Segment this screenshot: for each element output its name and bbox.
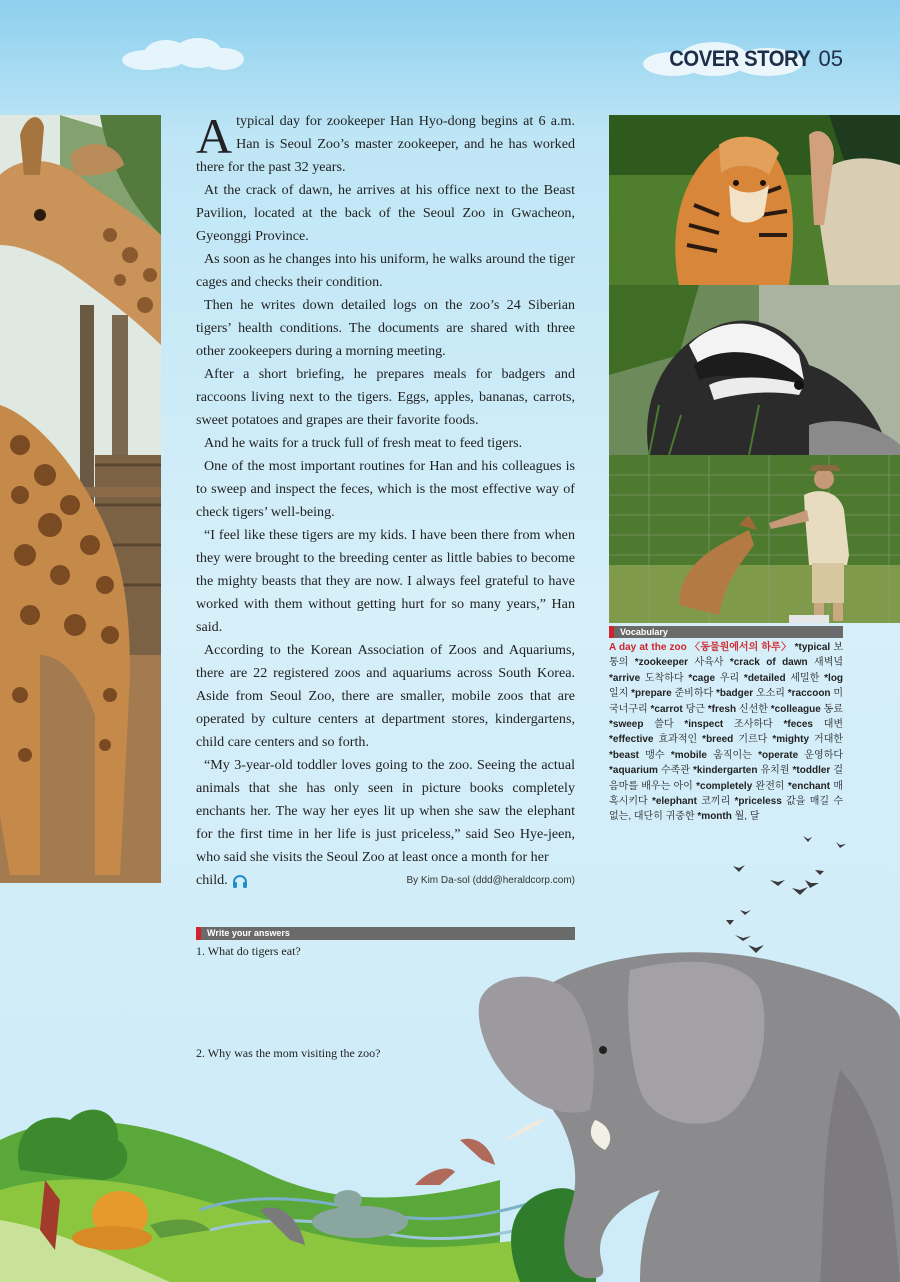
vocab-term: *typical xyxy=(794,642,831,653)
vocab-term: *beast xyxy=(609,749,640,761)
section-header xyxy=(657,44,843,74)
vocab-term: *mighty xyxy=(772,734,810,746)
vocab-term: *arrive xyxy=(609,672,641,684)
vocab-meaning: 효과적인 xyxy=(658,734,698,746)
answers-section xyxy=(196,927,575,1060)
vocab-meaning: 동료 xyxy=(823,703,843,715)
vocab-meaning: 미국너구리 xyxy=(609,688,844,715)
vocabulary-list xyxy=(609,640,843,825)
vocab-term: *enchant xyxy=(787,780,831,792)
vocab-term: *feces xyxy=(783,719,813,731)
vocab-meaning: 걸음마를 배우는 아이 xyxy=(609,765,844,792)
vocab-meaning: 보통의 xyxy=(609,642,844,669)
vocab-term: *crack of dawn xyxy=(729,657,808,669)
article-paragraph: Then he writes down detailed logs on the zoo’s 24 Siberian tigers’ health conditions. The documents are shared with three other zookeepers during a morning meeting. xyxy=(196,297,575,359)
answers-label: Write your answers xyxy=(196,927,575,940)
vocab-meaning: 대변 xyxy=(823,719,844,731)
vocab-meaning: 완전히 xyxy=(755,780,785,792)
vocabulary-box xyxy=(609,626,843,825)
vocab-term: *detailed xyxy=(743,672,786,684)
vocab-meaning: 움직이는 xyxy=(713,749,752,761)
vocab-term: *log xyxy=(824,672,844,684)
vocab-meaning: 도착하다 xyxy=(644,672,684,684)
vocab-term: *aquarium xyxy=(609,765,658,777)
article-paragraph: After a short briefing, he prepares meals for badgers and raccoons living next to the tigers. Eggs, apples, bananas, carrots, sweet potatoes and grapes are their favorite foods. xyxy=(196,366,575,428)
vocab-meaning: 맹수 xyxy=(645,749,665,761)
article-paragraph: At the crack of dawn, he arrives at his office next to the Beast Pavilion, located at the back of the Seoul Zoo in Gwacheon, Gyeonggi Province. xyxy=(196,182,575,244)
vocab-meaning: 사육사 xyxy=(694,657,724,669)
vocab-meaning: 당근 xyxy=(685,703,705,715)
vocab-term: *month xyxy=(697,811,732,823)
vocab-term: *effective xyxy=(609,734,654,746)
vocab-term: *toddler xyxy=(792,765,831,777)
vocab-meaning: 거대한 xyxy=(814,734,844,746)
article-paragraph: “I feel like these tigers are my kids. I have been there from when they were brought to the breeding center as little babies to become the mighty beasts that they are now. I always feel grateful to have worked with them without getting hurt for so many years,” Han said. xyxy=(196,527,575,635)
vocabulary-label: Vocabulary xyxy=(609,626,843,638)
byline: By Kim Da-sol (ddd@heraldcorp.com) xyxy=(406,875,575,886)
vocab-meaning: 세밀한 xyxy=(790,672,820,684)
cloud-decoration xyxy=(122,38,244,72)
vocab-term: *zookeeper xyxy=(634,657,689,669)
vocab-term: *badger xyxy=(715,688,754,700)
vocab-meaning: 신선한 xyxy=(738,703,768,715)
vocab-meaning: 일지 xyxy=(609,688,629,700)
article-ending xyxy=(196,869,575,892)
vocab-term: *raccoon xyxy=(787,688,831,700)
vocab-meaning: 월, 달 xyxy=(734,811,760,823)
vocab-meaning: 운영하다 xyxy=(804,749,844,761)
vocab-meaning: 코끼리 xyxy=(701,796,731,808)
article-paragraph: Atypical day for zookeeper Han Hyo-dong begins at 6 a.m. Han is Seoul Zoo’s master zookeeper, and he has worked there for the past 32 years. xyxy=(196,108,575,175)
vocab-term: *elephant xyxy=(651,796,697,808)
tiger-photo xyxy=(609,115,900,285)
article-paragraph: As soon as he changes into his uniform, he walks around the tiger cages and checks their condition. xyxy=(196,251,575,290)
badger-photo xyxy=(609,285,900,455)
vocab-meaning: 기르다 xyxy=(738,734,768,746)
vocab-meaning: 준비하다 xyxy=(674,688,714,700)
vocab-term: *inspect xyxy=(684,719,724,731)
vocabulary-heading: A day at the zoo 〈동물원에서의 하루〉 xyxy=(609,642,792,653)
headphone-icon[interactable] xyxy=(232,874,248,888)
vocab-meaning: 쓸다 xyxy=(654,719,674,731)
vocab-term: *completely xyxy=(696,780,753,792)
vocab-term: *fresh xyxy=(707,703,737,715)
vocab-term: *operate xyxy=(758,749,799,761)
vocab-term: *sweep xyxy=(609,719,644,731)
zookeeper-lynx-photo xyxy=(609,455,900,623)
vocab-meaning: 수족관 xyxy=(660,765,690,777)
vocab-meaning: 매혹시키다 xyxy=(609,780,843,808)
question-2: 2. Why was the mom visiting the zoo? xyxy=(196,1046,381,1060)
vocab-term: *carrot xyxy=(650,703,683,715)
vocab-meaning: 값을 매길 수 없는, 대단히 귀중한 xyxy=(609,796,843,823)
vocab-meaning: 우리 xyxy=(719,672,740,684)
vocab-term: *breed xyxy=(702,734,734,746)
vocab-term: *prepare xyxy=(631,688,672,700)
vocab-term: *mobile xyxy=(670,749,707,761)
article-last-line: child. xyxy=(196,869,248,892)
article-paragraph: “My 3-year-old toddler loves going to the zoo. Seeing the actual animals that she has only seen in picture books completely enchants her. The way her eyes lit up when she saw the elephant for the first time in her life is just priceless,” said Seo Hye-jeen, who said she visits the Seoul Zoo at least once a month for her xyxy=(196,757,575,865)
vocab-term: *cage xyxy=(688,672,716,684)
vocab-meaning: 새벽녘 xyxy=(814,657,844,669)
vocab-meaning: 유치원 xyxy=(760,765,790,777)
article-paragraph: According to the Korean Association of Zoos and Aquariums, there are 22 registered zoos and aquariums across South Korea. Aside from Seoul Zoo, there are smaller, mobile zoos that are operated by culture centers at department stores, kindergartens, child care centers and so forth. xyxy=(196,642,575,750)
page-number: 05 xyxy=(818,46,843,71)
question-1: 1. What do tigers eat? xyxy=(196,944,301,958)
vocab-term: *colleague xyxy=(770,703,821,715)
vocab-meaning: 조사하다 xyxy=(734,719,773,731)
article-paragraph: One of the most important routines for Han and his colleagues is to sweep and inspect the feces, which is the most effective way of check tigers’ well-being. xyxy=(196,458,575,520)
vocab-term: *priceless xyxy=(734,796,782,808)
giraffe-photo xyxy=(0,115,161,883)
vocab-meaning: 오소리 xyxy=(755,688,785,700)
drop-cap: A xyxy=(196,108,233,164)
article-body xyxy=(196,110,575,892)
vocab-term: *kindergarten xyxy=(692,765,758,777)
section-title: COVER STORY xyxy=(669,46,811,71)
article-paragraph: And he waits for a truck full of fresh meat to feed tigers. xyxy=(204,435,523,451)
